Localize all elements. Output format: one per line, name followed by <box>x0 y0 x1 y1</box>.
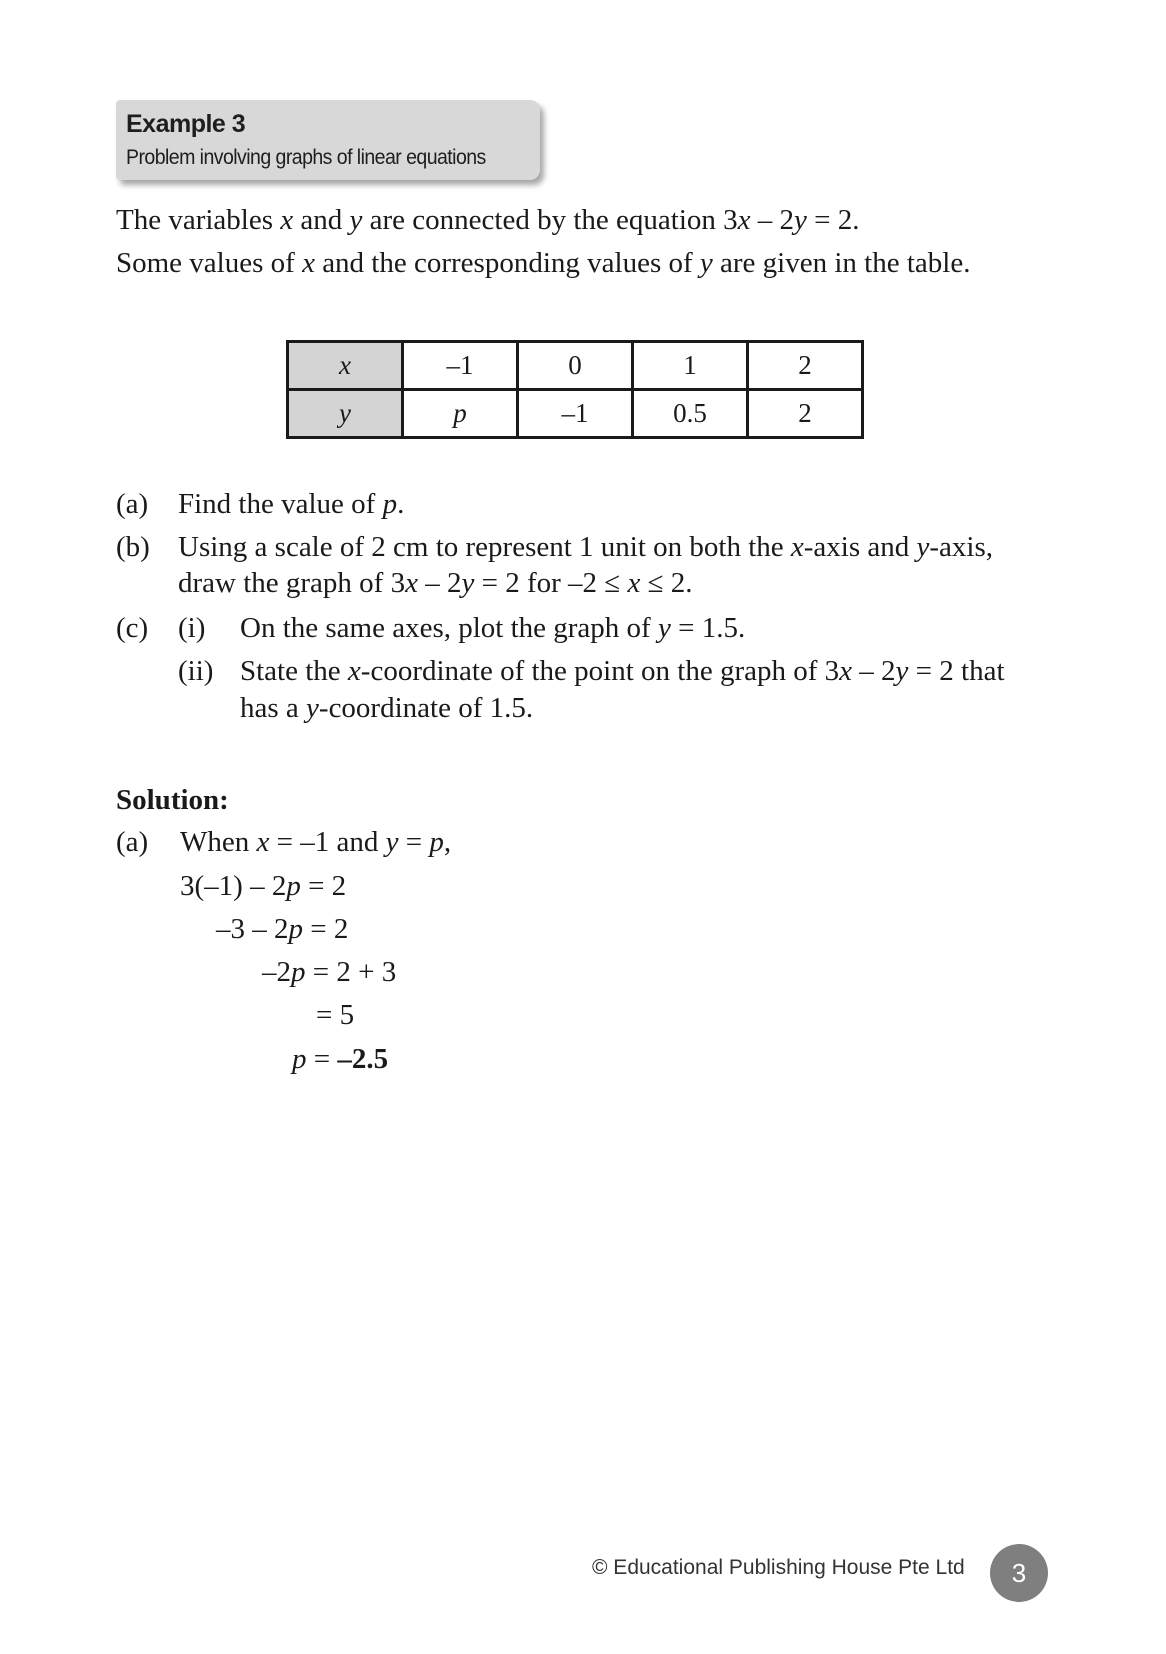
var-y: y <box>306 692 319 724</box>
text-run: 3(–1) – 2 <box>180 870 287 902</box>
question-b-line-2 <box>178 569 692 598</box>
text-run: Find the value of <box>178 488 383 520</box>
example-subtitle: Problem involving graphs of linear equations <box>126 146 486 169</box>
var-p: p <box>292 1043 307 1075</box>
question-c-i-text <box>240 614 745 643</box>
text-run: has a <box>240 692 307 724</box>
table-cell: 2 <box>748 390 863 438</box>
var-x: x <box>737 204 751 236</box>
example-title: Example 3 <box>126 110 246 138</box>
var-y: y <box>349 204 363 236</box>
var-x: x <box>347 655 361 687</box>
text-run: , <box>443 826 452 858</box>
page-number: 3 <box>990 1544 1048 1602</box>
var-x: x <box>302 247 315 279</box>
text-run: ≤ 2. <box>640 567 693 599</box>
text-run: = <box>306 1043 338 1075</box>
text-run: = 2 <box>300 870 347 902</box>
table-cell: 1 <box>633 342 748 390</box>
text-run: = <box>398 826 430 858</box>
intro-line-1 <box>116 206 859 235</box>
table-cell: 0 <box>518 342 633 390</box>
final-answer: –2.5 <box>337 1043 389 1075</box>
question-a-label: (a) <box>116 488 149 520</box>
var-p: p <box>288 913 303 945</box>
var-p: p <box>382 488 398 520</box>
solution-a-label: (a) <box>116 826 149 858</box>
text-run: The variables <box>116 204 281 236</box>
text-run: –2 <box>262 956 291 988</box>
var-x: x <box>405 567 418 599</box>
solution-step-3 <box>216 915 348 944</box>
solution-step-5: = 5 <box>316 999 355 1031</box>
copyright-notice: © Educational Publishing House Pte Ltd <box>592 1556 965 1579</box>
question-c-ii-line-1 <box>240 657 1005 686</box>
intro-line-2 <box>116 249 970 278</box>
text-run: -coordinate of 1.5. <box>318 692 534 724</box>
text-run: draw the graph of 3 <box>178 567 406 599</box>
text-run: -axis, <box>929 531 994 563</box>
question-c-label: (c) <box>116 612 149 644</box>
text-run: – 2 <box>417 567 462 599</box>
table-row-x <box>288 342 863 390</box>
var-y: y <box>916 531 930 563</box>
text-run: = 2 + 3 <box>305 956 397 988</box>
table-row-y <box>288 390 863 438</box>
text-run: and <box>293 204 350 236</box>
var-x: x <box>790 531 804 563</box>
table-cell: –1 <box>403 342 518 390</box>
var-x: x <box>627 567 641 599</box>
var-p: p <box>291 956 306 988</box>
table-cell: p <box>403 390 518 438</box>
solution-step-6 <box>292 1045 388 1074</box>
var-y: y <box>461 567 475 599</box>
var-y: y <box>657 612 671 644</box>
text-run: = 2 for –2 ≤ <box>474 567 628 599</box>
solution-step-1 <box>180 828 451 857</box>
values-table <box>286 340 864 439</box>
question-b-line-1 <box>178 533 993 562</box>
table-header-x: x <box>288 342 403 390</box>
question-c-ii-label: (ii) <box>178 655 214 687</box>
question-b-label: (b) <box>116 531 150 563</box>
question-a-text <box>178 490 404 519</box>
text-run: and the corresponding values of <box>314 247 700 279</box>
text-run: When <box>180 826 257 858</box>
text-run: Using a scale of 2 cm to represent 1 unit on both the <box>178 531 791 563</box>
text-run: –3 – 2 <box>216 913 289 945</box>
text-run: State the <box>240 655 348 687</box>
var-x: x <box>280 204 294 236</box>
var-p: p <box>429 826 444 858</box>
question-c-i-label: (i) <box>178 612 206 644</box>
text-run: Some values of <box>116 247 303 279</box>
var-y: y <box>699 247 713 279</box>
text-run: -axis and <box>803 531 917 563</box>
text-run: -coordinate of the point on the graph of 3 <box>360 655 840 687</box>
table-cell: 0.5 <box>633 390 748 438</box>
var-p: p <box>286 870 301 902</box>
text-run: = 2 <box>303 913 349 945</box>
text-run: are given in the table. <box>712 247 971 279</box>
text-run: = 2. <box>806 204 860 236</box>
text-run: = 1.5. <box>670 612 746 644</box>
text-run: . <box>397 488 405 520</box>
var-y: y <box>895 655 909 687</box>
var-y: y <box>385 826 399 858</box>
solution-step-4 <box>262 958 396 987</box>
text-run: = 2 that <box>908 655 1005 687</box>
text-run: – 2 <box>750 204 794 236</box>
text-run: are connected by the equation 3 <box>362 204 738 236</box>
text-run: On the same axes, plot the graph of <box>240 612 658 644</box>
question-c-ii-line-2 <box>240 694 533 723</box>
example-banner <box>116 100 540 180</box>
var-x: x <box>839 655 853 687</box>
solution-heading: Solution: <box>116 784 229 816</box>
solution-step-2 <box>180 872 346 901</box>
text-run: = –1 and <box>269 826 386 858</box>
table-header-y: y <box>288 390 403 438</box>
var-y: y <box>794 204 807 236</box>
table-cell: 2 <box>748 342 863 390</box>
text-run: – 2 <box>852 655 896 687</box>
var-x: x <box>256 826 270 858</box>
table-cell: –1 <box>518 390 633 438</box>
